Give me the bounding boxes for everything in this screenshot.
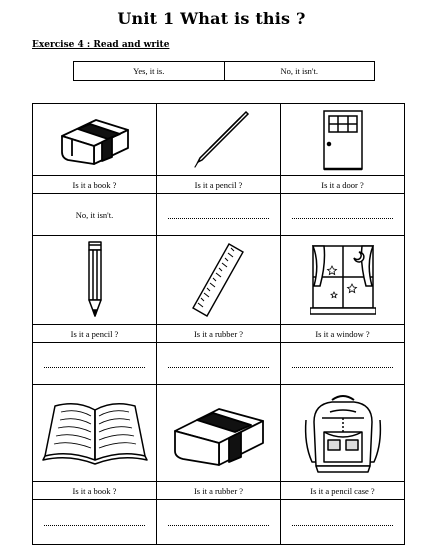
question-text: Is it a book ? <box>33 482 157 500</box>
question-text: Is it a window ? <box>281 325 405 343</box>
answer-line <box>292 516 393 526</box>
answer-blank[interactable] <box>157 343 281 385</box>
window-icon <box>310 240 376 320</box>
answer-text: No, it isn't. <box>33 194 157 236</box>
answer-option-yes: Yes, it is. <box>133 66 165 76</box>
answer-blank[interactable] <box>33 500 157 545</box>
picture-cell <box>281 385 405 482</box>
ruler-icon <box>187 240 251 320</box>
schoolbag-icon <box>302 392 384 474</box>
question-text: Is it a rubber ? <box>157 325 281 343</box>
answer-blank[interactable] <box>157 194 281 236</box>
answer-line <box>168 516 269 526</box>
answer-blank[interactable] <box>281 500 405 545</box>
page-title: Unit 1 What is this ? <box>117 9 306 28</box>
exercise-grid <box>32 103 405 545</box>
answer-blank[interactable] <box>281 194 405 236</box>
question-text: Is it a pencil ? <box>33 325 157 343</box>
question-text: Is it a rubber ? <box>157 482 281 500</box>
pencil-icon <box>84 240 106 320</box>
answer-line <box>44 358 145 368</box>
question-text: Is it a pencil case ? <box>281 482 405 500</box>
question-text: Is it a door ? <box>281 176 405 194</box>
picture-cell <box>33 236 157 325</box>
question-text: Is it a pencil ? <box>157 176 281 194</box>
picture-cell <box>157 236 281 325</box>
answer-line <box>168 209 269 219</box>
eraser-icon <box>171 397 267 469</box>
picture-cell <box>281 104 405 176</box>
answer-options-box <box>73 61 375 81</box>
answer-line <box>44 516 145 526</box>
pen-icon <box>184 108 254 172</box>
answer-blank[interactable] <box>281 343 405 385</box>
picture-cell <box>157 104 281 176</box>
picture-cell <box>33 385 157 482</box>
answer-option-no: No, it isn't. <box>224 62 375 80</box>
answer-blank[interactable] <box>33 343 157 385</box>
picture-cell <box>157 385 281 482</box>
answer-line <box>292 358 393 368</box>
eraser-icon <box>56 112 134 168</box>
question-text: Is it a book ? <box>33 176 157 194</box>
door-icon <box>318 108 368 172</box>
exercise-label: Exercise 4 : Read and write <box>32 40 170 50</box>
answer-line <box>292 209 393 219</box>
picture-cell <box>281 236 405 325</box>
book-icon <box>41 398 149 468</box>
picture-cell <box>33 104 157 176</box>
answer-blank[interactable] <box>157 500 281 545</box>
answer-line <box>168 358 269 368</box>
